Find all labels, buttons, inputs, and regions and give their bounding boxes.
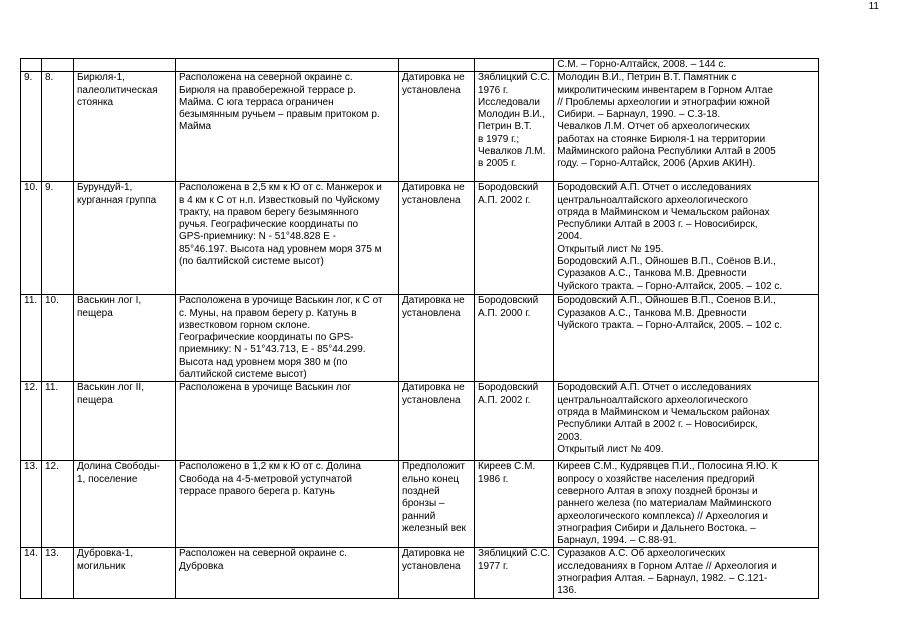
cell-dating: [399, 295, 475, 382]
cell-num: [21, 548, 42, 598]
researcher-line: Зяблицкий С.С.: [478, 72, 551, 84]
cell-literature: [554, 382, 819, 461]
subnum-text: 13.: [45, 548, 59, 560]
literature-line: году. – Горно-Алтайск, 2006 (Архив АКИН).: [557, 158, 756, 170]
cell-location: [176, 72, 399, 182]
researcher-line: Чевалков Л.М.: [478, 146, 546, 158]
dating-line: Датировка не: [402, 295, 465, 307]
literature-line: центральноалтайского археологического: [557, 194, 748, 206]
cell-location: [176, 182, 399, 295]
location-line: Расположена на северной окраине с.: [179, 72, 353, 84]
researcher-line: Бородовский: [478, 295, 539, 307]
table-row: [21, 72, 819, 182]
name-line: Долина Свободы-: [77, 461, 160, 473]
location-line: (по балтийской системе высот): [179, 256, 324, 268]
cell-num: [21, 59, 42, 72]
researcher-line: Киреев С.М.: [478, 461, 536, 473]
location-line: балтийской системе высот): [179, 369, 307, 381]
literature-line: исследованиях в Горном Алтае // Археология и: [557, 560, 777, 572]
cell-literature: [554, 295, 819, 382]
literature-line: северного Алтая в эпоху поздней бронзы и: [557, 485, 758, 497]
literature-line: Чевалков Л.М. Отчет об археологических: [557, 121, 750, 133]
researcher-line: 1977 г.: [478, 560, 509, 572]
dating-line: ельно конец: [402, 473, 459, 485]
location-line: Дубровка: [179, 560, 224, 572]
researcher-line: в 2005 г.: [478, 158, 517, 170]
num-text: 10.: [24, 182, 38, 194]
cell-subnum: [42, 72, 74, 182]
cell-name: [74, 72, 176, 182]
cell-dating: [399, 382, 475, 461]
researcher-line: А.П. 2002 г.: [478, 194, 531, 206]
name-line: Бурундуй-1,: [77, 182, 133, 194]
cell-researcher: [475, 461, 554, 548]
cell-name: [74, 59, 176, 72]
researcher-line: 1976 г.: [478, 84, 509, 96]
subnum-text: 12.: [45, 461, 59, 473]
cell-researcher: [475, 72, 554, 182]
page-number: 11: [868, 1, 879, 12]
literature-line: 136.: [557, 585, 577, 597]
literature-line: Бородовский А.П. Отчет о исследованиях: [557, 182, 752, 194]
cell-location: [176, 461, 399, 548]
researcher-line: 1986 г.: [478, 473, 509, 485]
location-line: тракту, на правом берегу безымянного: [179, 206, 359, 218]
literature-line: Бородовский А.П., Ойношев В.П., Соёнов В.И.,: [557, 256, 776, 268]
dating-line: Датировка не: [402, 182, 465, 194]
location-line: Майма. С юга терраса ограничен: [179, 96, 334, 108]
location-line: с. Муны, на правом берегу р. Катунь в: [179, 307, 357, 319]
num-text: 12.: [24, 382, 38, 394]
location-line: Майма: [179, 121, 212, 133]
name-line: курганная группа: [77, 194, 157, 206]
cell-researcher: [475, 59, 554, 72]
cell-dating: [399, 182, 475, 295]
literature-line: С.М. – Горно-Алтайск, 2008. – 144 с.: [557, 59, 727, 70]
dating-line: Предположит: [402, 461, 465, 473]
location-line: 85°46.197. Высота над уровнем моря 375 м: [179, 243, 382, 255]
cell-researcher: [475, 548, 554, 598]
dating-line: железный век: [402, 522, 466, 534]
researcher-line: Бородовский: [478, 182, 539, 194]
cell-literature: [554, 548, 819, 598]
location-line: террасе правого берега р. Катунь: [179, 485, 335, 497]
cell-subnum: [42, 382, 74, 461]
location-line: Расположен на северной окраине с.: [179, 548, 348, 560]
dating-line: ранний: [402, 510, 436, 522]
cell-dating: [399, 59, 475, 72]
cell-num: [21, 382, 42, 461]
subnum-text: 10.: [45, 295, 59, 307]
literature-line: археологического комплекса) // Археология и: [557, 510, 769, 522]
table-row-continuation: [21, 59, 819, 72]
literature-line: Майминского района Республики Алтай в 2005: [557, 146, 776, 158]
dating-line: Датировка не: [402, 548, 465, 560]
literature-line: // Проблемы археологии и этнографии южной: [557, 96, 770, 108]
location-line: Расположена в 2,5 км к Ю от с. Манжерок и: [179, 182, 382, 194]
dating-line: Датировка не: [402, 72, 465, 84]
name-line: пещера: [77, 394, 113, 406]
literature-line: Республики Алтай в 2003 г. – Новосибирск,: [557, 219, 758, 231]
literature-line: Сибири. – Барнаул, 1990. – С.3-18.: [557, 109, 721, 121]
literature-line: вопросу о хозяйстве населения предгорий: [557, 473, 755, 485]
cell-location: [176, 382, 399, 461]
cell-subnum: [42, 295, 74, 382]
researcher-line: Исследовали: [478, 96, 540, 108]
cell-location: [176, 59, 399, 72]
literature-line: Суразаков А.С., Танкова М.В. Древности: [557, 268, 747, 280]
literature-line: Суразаков А.С. Об археологических: [557, 548, 726, 560]
cell-researcher: [475, 295, 554, 382]
cell-num: [21, 72, 42, 182]
cell-name: [74, 382, 176, 461]
name-line: Васькин лог I,: [77, 295, 142, 307]
name-line: Дубровка-1,: [77, 548, 134, 560]
monuments-table: [20, 58, 819, 599]
dating-line: бронзы –: [402, 498, 445, 510]
literature-line: работах на стоянке Бирюля-1 на территории: [557, 133, 766, 145]
location-line: GPS-приемнику: N - 51°48.828 E -: [179, 231, 336, 243]
researcher-line: Бородовский: [478, 382, 539, 394]
cell-subnum: [42, 461, 74, 548]
cell-literature: [554, 461, 819, 548]
location-line: Расположено в 1,2 км к Ю от с. Долина: [179, 461, 361, 473]
name-line: 1, поселение: [77, 473, 138, 485]
literature-line: отряда в Майминском и Чемальском районах: [557, 406, 770, 418]
cell-name: [74, 295, 176, 382]
literature-line: отряда в Майминском и Чемальском районах: [557, 206, 770, 218]
literature-line: Чуйского тракта. – Горно-Алтайск, 2005. – 102 с.: [557, 319, 783, 331]
name-line: Бирюля-1,: [77, 72, 125, 84]
name-line: пещера: [77, 307, 113, 319]
literature-line: Барнаул, 1994. – С.88-91.: [557, 535, 677, 547]
literature-line: Киреев С.М., Кудрявцев П.И., Полосина Я.Ю. К: [557, 461, 778, 473]
researcher-line: Зяблицкий С.С.: [478, 548, 551, 560]
researcher-line: в 1979 г.;: [478, 133, 520, 145]
name-line: Васькин лог II,: [77, 382, 144, 394]
num-text: 11.: [24, 295, 38, 307]
cell-subnum: [42, 59, 74, 72]
researcher-line: Петрин В.Т.: [478, 121, 532, 133]
literature-line: Суразаков А.С., Танкова М.В. Древности: [557, 307, 747, 319]
cell-location: [176, 295, 399, 382]
literature-line: Открытый лист № 195.: [557, 243, 664, 255]
literature-line: этнография Алтая. – Барнаул, 1982. – С.121-: [557, 573, 768, 585]
table-row: [21, 461, 819, 548]
location-line: ручья. Географические координаты по: [179, 219, 359, 231]
researcher-line: Молодин В.И.,: [478, 109, 545, 121]
literature-line: раннего железа (по материалам Майминского: [557, 498, 772, 510]
location-line: Высота над уровнем моря 380 м (по: [179, 356, 348, 368]
location-line: Расположена в урочище Васькин лог, к С от: [179, 295, 383, 307]
location-line: известковом горном склоне.: [179, 319, 311, 331]
cell-literature: [554, 72, 819, 182]
literature-line: Молодин В.И., Петрин В.Т. Памятник с: [557, 72, 737, 84]
cell-num: [21, 461, 42, 548]
name-line: могильник: [77, 560, 126, 572]
literature-line: 2003.: [557, 431, 583, 443]
researcher-line: А.П. 2002 г.: [478, 394, 531, 406]
dating-line: Датировка не: [402, 382, 465, 394]
cell-name: [74, 461, 176, 548]
dating-line: установлена: [402, 84, 461, 96]
cell-dating: [399, 461, 475, 548]
location-line: Географические координаты по GPS-: [179, 332, 354, 344]
cell-researcher: [475, 182, 554, 295]
name-line: стоянка: [77, 96, 114, 108]
subnum-text: 11.: [45, 382, 59, 394]
table-row: [21, 295, 819, 382]
num-text: 13.: [24, 461, 38, 473]
cell-num: [21, 295, 42, 382]
cell-subnum: [42, 548, 74, 598]
dating-line: установлена: [402, 394, 461, 406]
literature-line: Бородовский А.П. Отчет о исследованиях: [557, 382, 752, 394]
literature-line: Бородовский А.П., Ойношев В.П., Соенов В.И.,: [557, 295, 776, 307]
dating-line: поздней: [402, 485, 440, 497]
dating-line: установлена: [402, 307, 461, 319]
cell-dating: [399, 72, 475, 182]
subnum-text: 8.: [45, 72, 54, 84]
dating-line: установлена: [402, 560, 461, 572]
literature-line: Чуйского тракта. – Горно-Алтайск, 2005. – 102 с.: [557, 280, 783, 292]
location-line: Свобода на 4-5-метровой уступчатой: [179, 473, 352, 485]
cell-location: [176, 548, 399, 598]
location-line: Расположена в урочище Васькин лог: [179, 382, 352, 394]
name-line: палеолитическая: [77, 84, 158, 96]
table-row: [21, 548, 819, 598]
cell-subnum: [42, 182, 74, 295]
literature-line: 2004.: [557, 231, 583, 243]
cell-researcher: [475, 382, 554, 461]
literature-line: микролитическим инвентарем в Горном Алтае: [557, 84, 773, 96]
location-line: безымянным ручьем – правым притоком р.: [179, 109, 380, 121]
cell-literature: [554, 182, 819, 295]
subnum-text: 9.: [45, 182, 54, 194]
table-row: [21, 382, 819, 461]
location-line: приемнику: N - 51°43.713, E - 85°44.299.: [179, 344, 366, 356]
num-text: 14.: [24, 548, 38, 560]
cell-name: [74, 548, 176, 598]
num-text: 9.: [24, 72, 33, 84]
location-line: в 4 км к С от н.п. Известковый по Чуйскому: [179, 194, 380, 206]
literature-line: этнография Сибири и Дальнего Востока. –: [557, 522, 756, 534]
table-row: [21, 182, 819, 295]
cell-dating: [399, 548, 475, 598]
literature-line: Республики Алтай в 2002 г. – Новосибирск,: [557, 419, 758, 431]
cell-name: [74, 182, 176, 295]
cell-num: [21, 182, 42, 295]
researcher-line: А.П. 2000 г.: [478, 307, 531, 319]
literature-line: центральноалтайского археологического: [557, 394, 748, 406]
literature-line: Открытый лист № 409.: [557, 443, 664, 455]
cell-literature: [554, 59, 819, 72]
dating-line: установлена: [402, 194, 461, 206]
location-line: Бирюля на правобережной террасе р.: [179, 84, 356, 96]
